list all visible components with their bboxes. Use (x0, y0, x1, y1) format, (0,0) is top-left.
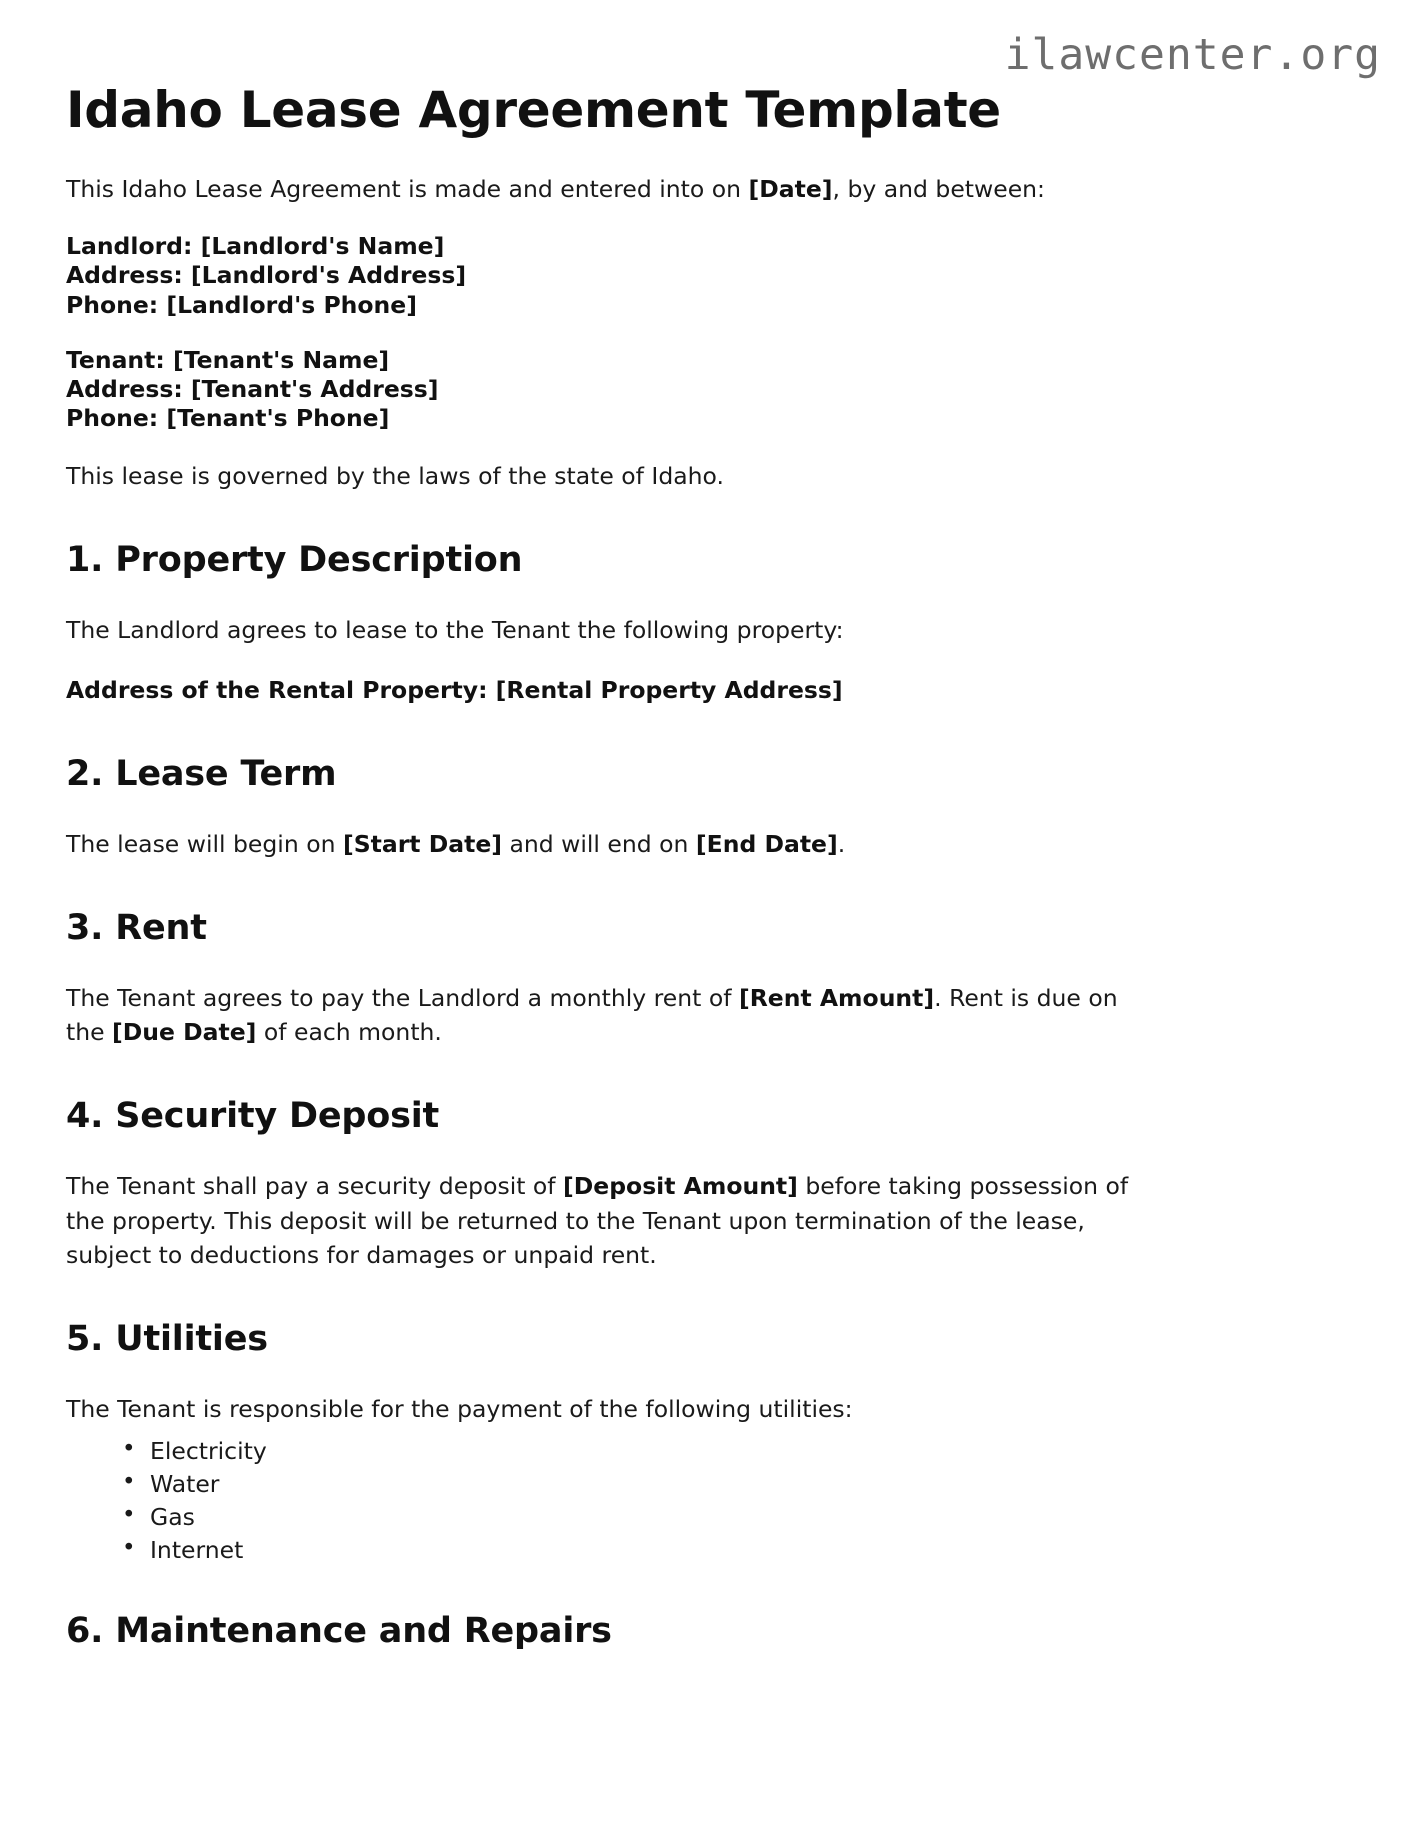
property-description-paragraph: The Landlord agrees to lease to the Tenant the following property: (66, 616, 844, 645)
landlord-block (66, 232, 1138, 319)
security-deposit-paragraph (66, 1169, 1138, 1272)
tenant-phone-line: Phone: [Tenant's Phone] (66, 403, 390, 432)
tenant-name-line: Tenant: [Tenant's Name] (66, 345, 390, 374)
section-heading-property-description: 1. Property Description (66, 540, 523, 581)
site-watermark: ilawcenter.org (1004, 30, 1381, 80)
document-content (66, 82, 1138, 1684)
lease-term-text-before: The lease will begin on (66, 829, 343, 858)
tenant-block (66, 346, 1138, 433)
lease-term-text-middle: and will end on (502, 829, 696, 858)
landlord-name-line: Landlord: [Landlord's Name] (66, 232, 445, 261)
landlord-address-line: Address: [Landlord's Address] (66, 261, 467, 290)
intro-paragraph (66, 172, 1138, 206)
rent-text-before: The Tenant agrees to pay the Landlord a monthly rent of (66, 983, 739, 1012)
intro-text-before: This Idaho Lease Agreement is made and entered into on (66, 175, 749, 203)
list-item: • Internet (122, 1536, 1138, 1564)
tenant-address-line: Address: [Tenant's Address] (66, 374, 439, 403)
lease-term-text-after: . (837, 829, 846, 858)
start-date-placeholder: [Start Date] (342, 829, 502, 858)
due-date-placeholder: [Due Date] (112, 1018, 257, 1047)
end-date-placeholder: [End Date] (695, 829, 838, 858)
governing-law-paragraph: This lease is governed by the laws of the state of Idaho. (66, 462, 724, 491)
landlord-phone-line: Phone: [Landlord's Phone] (66, 290, 417, 319)
list-item: • Electricity (122, 1437, 1138, 1465)
security-deposit-text-before: The Tenant shall pay a security deposit of (66, 1172, 564, 1201)
security-deposit-text-after: before taking possession of the property. This deposit will be returned to the Tenant upon termination of the lease, subject to deductions for damages or unpaid rent. (66, 1172, 1129, 1270)
rent-text-middle: . Rent is due on the (66, 983, 1118, 1047)
intro-text-after: , by and between: (832, 175, 1045, 203)
section-heading-security-deposit: 4. Security Deposit (66, 1096, 440, 1137)
lease-term-paragraph (66, 827, 1138, 861)
list-item: • Gas (122, 1503, 1138, 1531)
section-heading-lease-term: 2. Lease Term (66, 753, 337, 794)
rental-property-address-line: Address of the Rental Property: [Rental Property Address] (66, 675, 843, 704)
list-item: • Water (122, 1470, 1138, 1498)
rent-text-after: of each month. (256, 1018, 442, 1047)
utilities-list (66, 1437, 1138, 1565)
section-heading-rent: 3. Rent (66, 907, 207, 948)
section-heading-utilities: 5. Utilities (66, 1319, 268, 1360)
rent-amount-placeholder: [Rent Amount] (738, 983, 935, 1012)
rent-paragraph (66, 981, 1138, 1050)
utilities-paragraph: The Tenant is responsible for the payment of the following utilities: (66, 1395, 853, 1424)
date-placeholder: [Date] (748, 175, 833, 203)
deposit-amount-placeholder: [Deposit Amount] (563, 1172, 798, 1201)
page-title: Idaho Lease Agreement Template (66, 81, 1001, 139)
section-heading-maintenance-and-repairs: 6. Maintenance and Repairs (66, 1611, 612, 1652)
